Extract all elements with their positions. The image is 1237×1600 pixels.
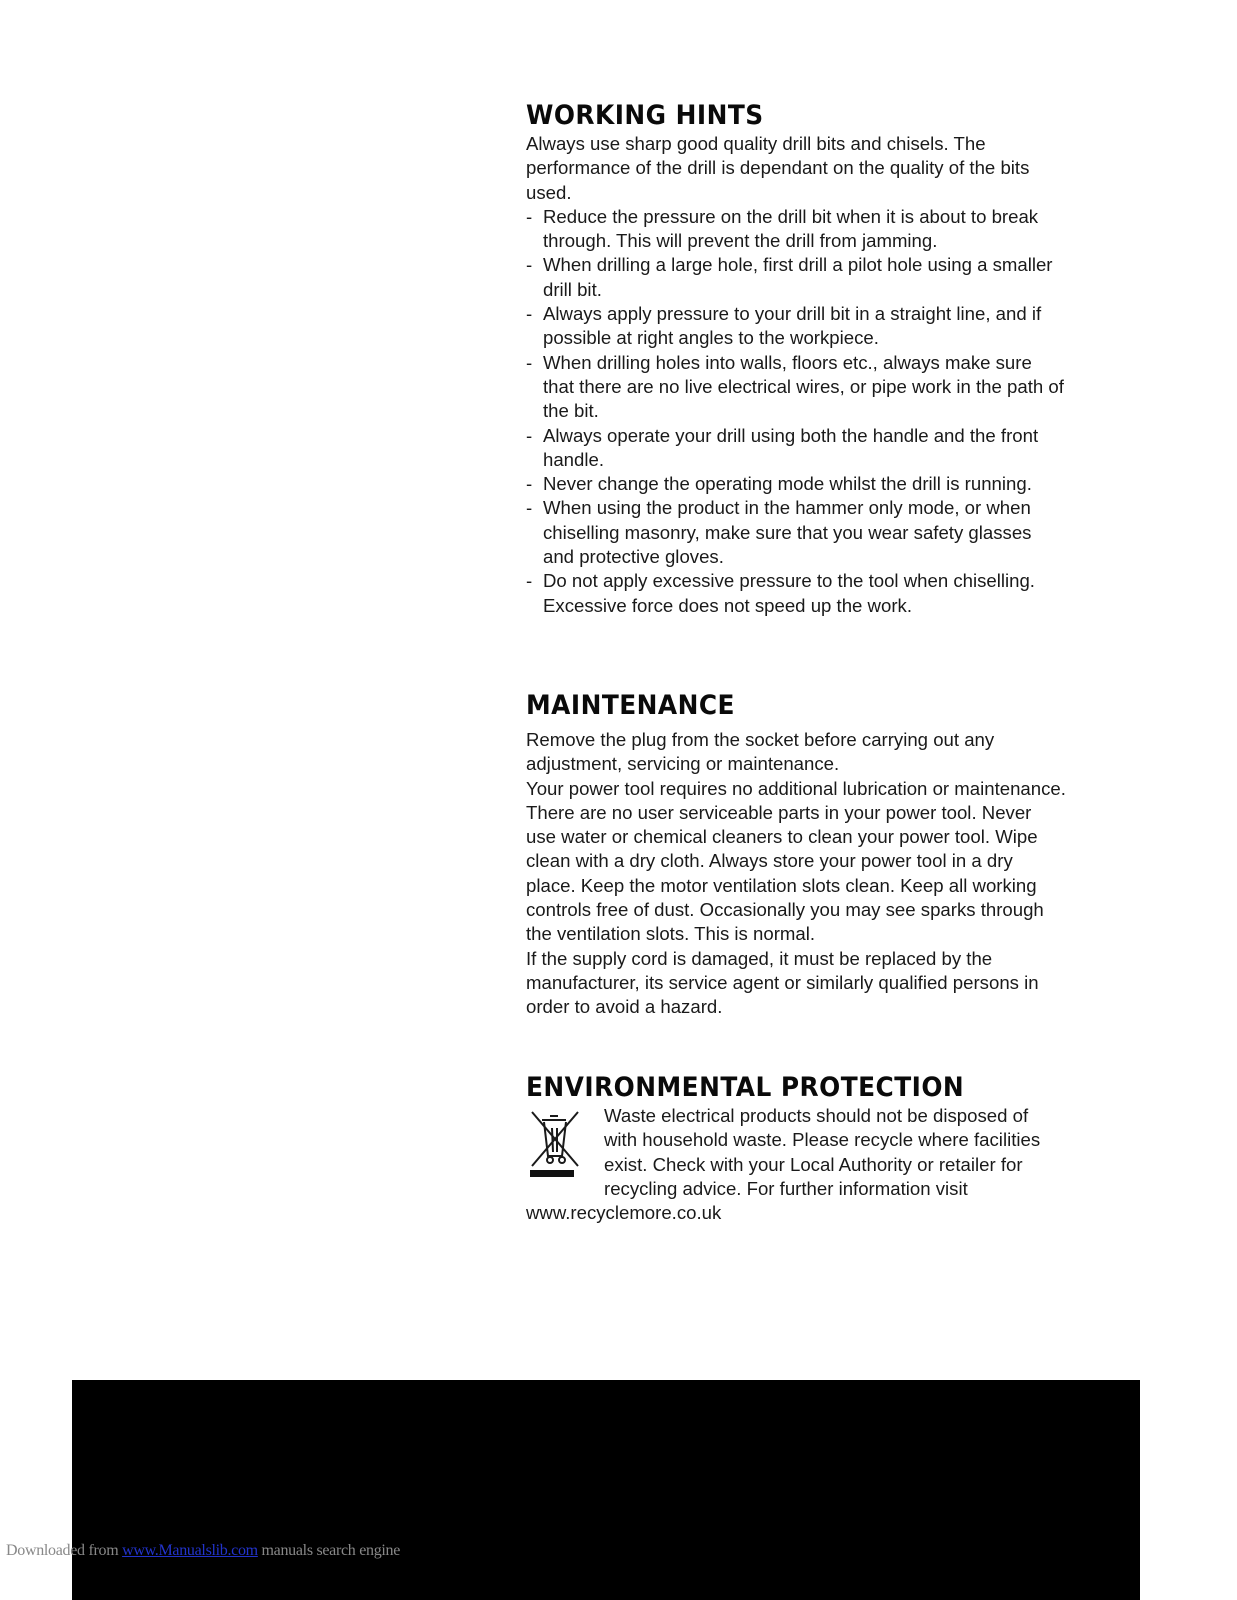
environmental-text: Waste electrical products should not be disposed of with household waste. Please recycle where facilities exist. Check with your Local Authority or retailer for recycling advice. For further information visit www.recyclemore.co.uk <box>526 1105 1041 1224</box>
environmental-section <box>526 1072 1066 1225</box>
working-hints-section <box>526 100 1066 618</box>
environmental-heading: ENVIRONMENTAL PROTECTION <box>526 1072 965 1103</box>
list-item: - Always operate your drill using both the handle and the front handle. <box>526 424 1039 470</box>
list-item: - When drilling holes into walls, floors etc., always make sure that there are no live electrical wires, or pipe work in the path of the bit. <box>526 351 1064 422</box>
weee-crossed-bin-icon <box>526 1108 588 1180</box>
maintenance-paragraph: Remove the plug from the socket before carrying out any adjustment, servicing or maintenance. <box>526 729 995 775</box>
list-item: - Never change the operating mode whilst the drill is running. <box>526 473 1032 495</box>
list-item: - Always apply pressure to your drill bit in a straight line, and if possible at right angles to the workpiece. <box>526 303 1042 349</box>
download-suffix: manuals search engine <box>257 1542 401 1559</box>
maintenance-heading: MAINTENANCE <box>526 690 735 721</box>
maintenance-section <box>526 690 1066 1020</box>
footer-black-bar <box>72 1380 1140 1600</box>
manualslib-link[interactable]: www.Manualslib.com <box>122 1542 258 1559</box>
download-credit <box>6 1542 400 1560</box>
environmental-body <box>526 1104 1066 1225</box>
working-hints-list <box>526 205 1066 618</box>
download-prefix: Downloaded from <box>6 1542 123 1559</box>
list-item: - When drilling a large hole, first drill a pilot hole using a smaller drill bit. <box>526 254 1053 300</box>
working-hints-heading: WORKING HINTS <box>526 100 764 131</box>
maintenance-paragraph: Your power tool requires no additional lubrication or maintenance. There are no user serviceable parts in your power tool. Never use water or chemical cleaners to clean your power tool. Wipe clean with a dry cloth. Always store your power tool in a dry place. Keep the motor ventilation slots clean. Keep all working controls free of dust. Occasionally you may see sparks through the ventilation slots. This is normal. <box>526 777 1066 945</box>
list-item: - Reduce the pressure on the drill bit when it is about to break through. This will prevent the drill from jamming. <box>526 205 1039 252</box>
working-hints-intro: Always use sharp good quality drill bits and chisels. The performance of the drill is dependant on the quality of the bits used. <box>526 133 1030 203</box>
list-item: - When using the product in the hammer only mode, or when chiselling masonry, make sure that you wear safety glasses and protective gloves. <box>526 497 1032 568</box>
list-item: - Do not apply excessive pressure to the tool when chiselling. Excessive force does not speed up the work. <box>526 570 1035 616</box>
maintenance-paragraph: If the supply cord is damaged, it must be replaced by the manufacturer, its service agent or similarly qualified persons in order to avoid a hazard. <box>526 947 1039 1018</box>
